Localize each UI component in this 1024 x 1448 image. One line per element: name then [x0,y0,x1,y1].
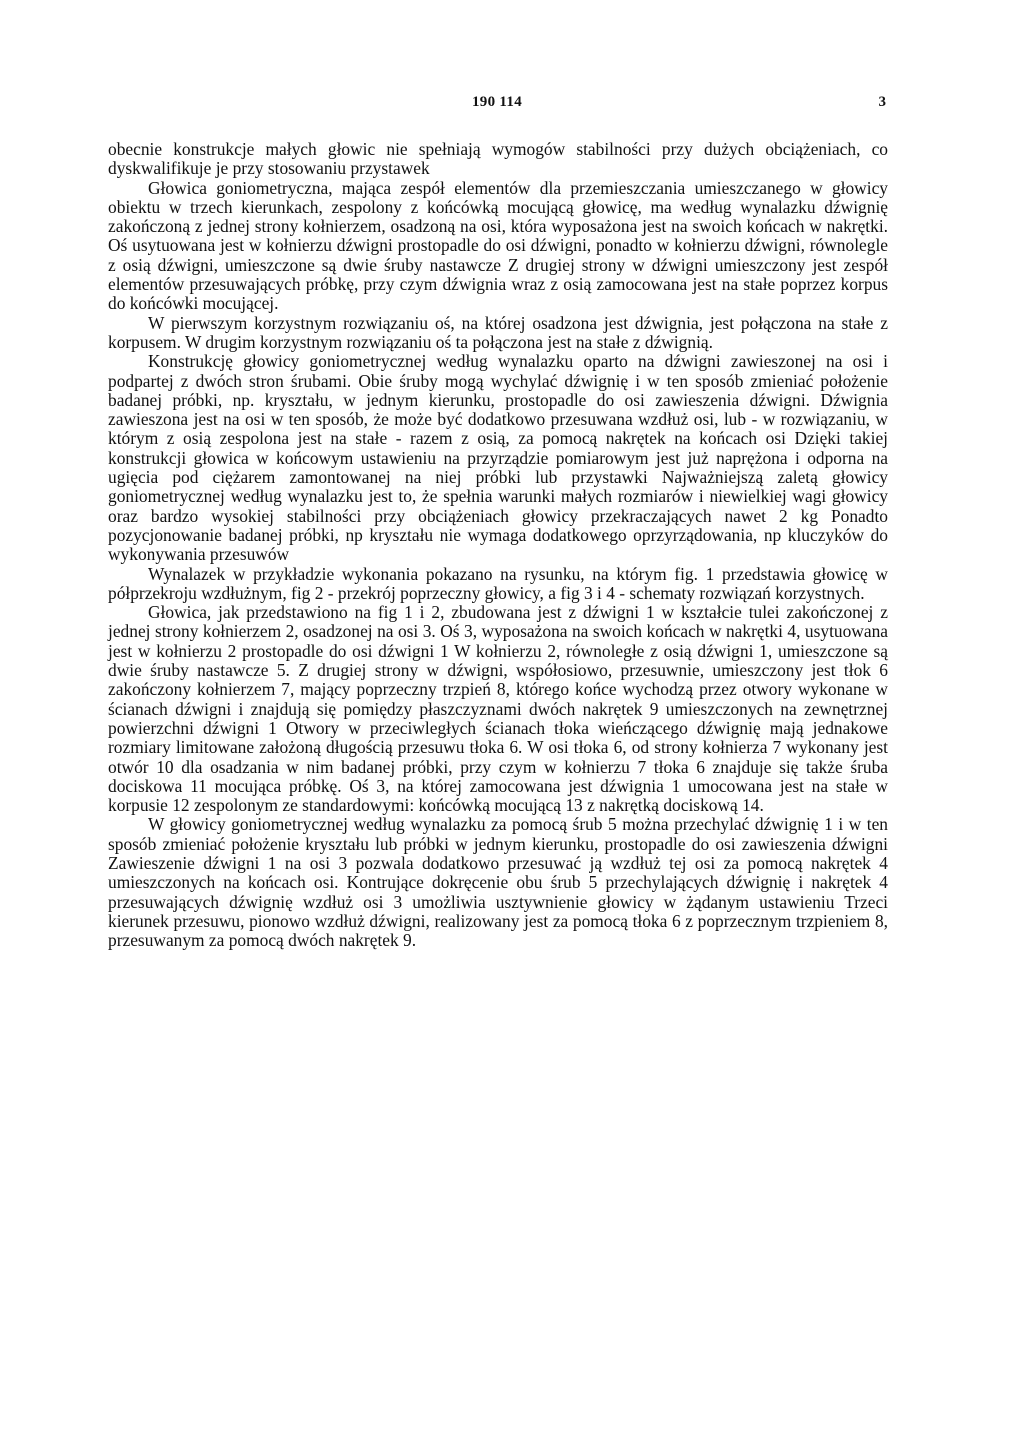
page-header [108,94,886,116]
paragraph: W głowicy goniometrycznej według wynalazku za pomocą śrub 5 można przechylać dźwignię 1 i w ten sposób zmieniać położenie kryształu lub próbki w jednym kierunku, prostopadle do osi zawieszenia dźwigni Zawieszenie dźwigni 1 na osi 3 pozwala dodatkowo przesuwać ją wzdłuż tej osi za pomocą nakrętek 4 umieszczonych na końcach osi. Kontrujące dokręcenie obu śrub 5 przechylających dźwignię i nakrętek 4 przesuwających dźwignię wzdłuż osi 3 umożliwia usztywnienie głowicy w żądanym ustawieniu Trzeci kierunek przesuwu, pionowo wzdłuż dźwigni, realizowany jest za pomocą tłoka 6 z poprzecznym trzpieniem 8, przesuwanym za pomocą dwóch nakrętek 9. [108,814,888,951]
paragraph: Wynalazek w przykładzie wykonania pokazano na rysunku, na którym fig. 1 przedstawia głowicę w półprzekroju wzdłużnym, fig 2 - przekrój poprzeczny głowicy, a fig 3 i 4 - schematy rozwiązań korzystnych. [108,563,888,603]
paragraph: Głowica, jak przedstawiono na fig 1 i 2, zbudowana jest z dźwigni 1 w kształcie tulei zakończonej z jednej strony kołnierzem 2, osadzonej na osi 3. Oś 3, wyposażona na swoich końcach w nakrętki 4, usytuowana jest w kołnierzu 2 prostopadle do osi dźwigni 1 W kołnierzu 2, równoległe z osią dźwigni 1, umieszczone są dwie śruby nastawcze 5. Z drugiej strony w dźwigni, współosiowo, przesuwnie, umieszczony jest tłok 6 zakończony kołnierzem 7, mający poprzeczny trzpień 8, którego końce wychodzą przez otwory wykonane w ścianach dźwigni i znajdują się pomiędzy płaszczyznami dwóch nakrętek 9 umieszczonych na zewnętrznej powierzchni dźwigni 1 Otwory w przeciwległych ścianach tłoka wieńczącego dźwignię mają jednakowe rozmiary limitowane założoną długością przesuwu tłoka 6. W osi tłoka 6, od strony kołnierza 7 wykonany jest otwór 10 dla osadzania w nim badanej próbki, przy czym w kołnierzu 7 tłoka 6 znajduje się także śruba dociskowa 11 mocująca próbkę. Oś 3, na której zamocowana jest dźwignia 1 umocowana jest na stałe w korpusie 12 zespolonym ze standardowymi: końcówką mocującą 13 z nakrętką dociskową 14. [108,602,888,816]
paragraph: Głowica goniometryczna, mająca zespół elementów dla przemieszczania umieszczanego w głowicy obiektu w trzech kierunkach, zespolony z końcówką mocującą głowicę, ma według wynalazku dźwignię zakończoną z jednej strony kołnierzem, osadzoną na osi, która wyposażona jest na swoich końcach w nakrętki. Oś usytuowana jest w kołnierzu dźwigni prostopadle do osi dźwigni, ponadto w kołnierzu dźwigni, równolegle z osią dźwigni, umieszczone są dwie śruby nastawcze Z drugiej strony w dźwigni umieszczony jest zespół elementów przesuwających próbkę, przy czym dźwignia wraz z osią zamocowana jest na stałe poprzez korpus do końcówki mocującej. [108,177,888,314]
body-text [108,140,888,950]
paragraph: W pierwszym korzystnym rozwiązaniu oś, na której osadzona jest dźwignia, jest połączona na stałe z korpusem. W drugim korzystnym rozwiązaniu oś ta połączona jest na stałe z dźwignią. [108,312,888,352]
page-number: 3 [878,94,886,110]
paragraph: Konstrukcję głowicy goniometrycznej według wynalazku oparto na dźwigni zawieszonej na osi i podpartej z dwóch stron śrubami. Obie śruby mogą wychylać dźwignię i w ten sposób zmieniać położenie badanej próbki, np. kryształu, w jednym kierunku, prostopadle do osi zawieszenia dźwigni. Dźwignia zawieszona jest na osi w ten sposób, że może być dodatkowo przesuwana wzdłuż osi, lub - w rozwiązaniu, w którym z osią zespolona jest na stałe - razem z osią, za pomocą nakrętek na końcach osi Dzięki takiej konstrukcji głowica w końcowym ustawieniu na przyrządzie pomiarowym jest już naprężona i odporna na ugięcia pod ciężarem zamontowanej na niej próbki lub przystawki Najważniejszą zaletą głowicy goniometrycznej według wynalazku jest to, że spełnia warunki małych rozmiarów i niewielkiej wagi głowicy oraz bardzo wysokiej stabilności przy obciążeniach głowicy przekraczających nawet 2 kg Ponadto pozycjonowanie badanej próbki, np kryształu nie wymaga dodatkowego oprzyrządowania, np kluczyków do wykonywania przesuwów [108,351,888,565]
document-number: 190 114 [471,94,523,110]
paragraph: obecnie konstrukcje małych głowic nie spełniają wymogów stabilności przy dużych obciążeniach, co dyskwalifikuje je przy stosowaniu przystawek [108,139,888,179]
